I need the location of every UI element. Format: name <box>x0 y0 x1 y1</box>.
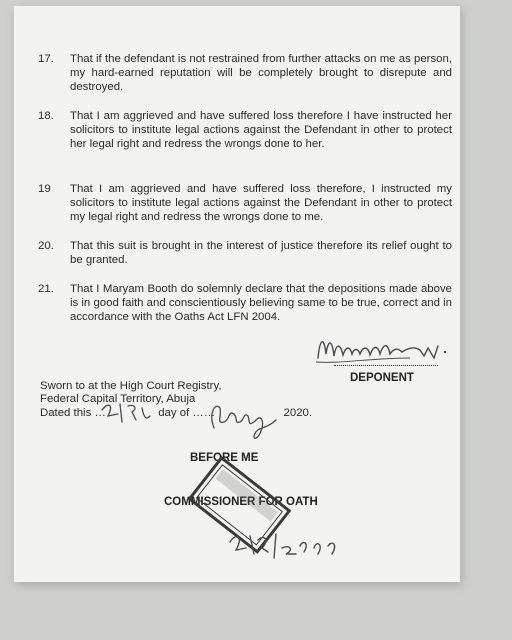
paragraph-text: That this suit is brought in the interest of justice therefore its relief ought to be granted. <box>70 240 452 267</box>
before-me-label: BEFORE ME <box>190 452 259 464</box>
commissioner-label: COMMISSIONER FOR OATH <box>164 496 318 508</box>
dated-line <box>40 407 340 420</box>
handwritten-month <box>204 398 284 442</box>
deponent-label: DEPONENT <box>350 372 414 384</box>
paragraph-text: That if the defendant is not restrained from further attacks on me as person, my hard-earned reputation will be completely brought to disrepute and destroyed. <box>70 53 452 94</box>
dated-dots-1: … <box>94 407 106 419</box>
deponent-signature <box>310 328 460 368</box>
paragraph-text: That I am aggrieved and have suffered loss therefore I have instructed her solicitors to institute legal actions against the Defendant in other to protect her legal right and redress the wrongs done to her. <box>70 110 452 151</box>
signature-line <box>334 365 438 366</box>
paragraph-text: That I Maryam Booth do solemnly declare that the depositions made above is in good faith and conscientiously believing same to be true, correct and in accordance with the Oaths Act LFN 2004. <box>70 283 452 324</box>
commissioner-stamp <box>178 450 298 560</box>
dated-year: 2020. <box>283 407 313 419</box>
paragraph-text: That I am aggrieved and have suffered loss therefore, I instructed my solicitors to institute legal actions against the Defendant in other to protect my legal right and redress the wrongs done to me. <box>70 183 452 224</box>
affidavit-page <box>14 6 460 582</box>
paragraph-number: 20. <box>38 240 54 252</box>
dated-mid: day of <box>158 407 190 419</box>
dated-dots-2: …… <box>192 407 216 419</box>
paragraph-number: 17. <box>38 53 54 65</box>
sworn-line-1: Sworn to at the High Court Registry, <box>40 380 222 392</box>
paragraph-number: 21. <box>38 283 54 295</box>
dated-prefix: Dated this <box>40 407 92 419</box>
paragraph-number: 19 <box>38 183 51 195</box>
paragraph-number: 18. <box>38 110 54 122</box>
sworn-line-2: Federal Capital Territory, Abuja <box>40 393 196 405</box>
